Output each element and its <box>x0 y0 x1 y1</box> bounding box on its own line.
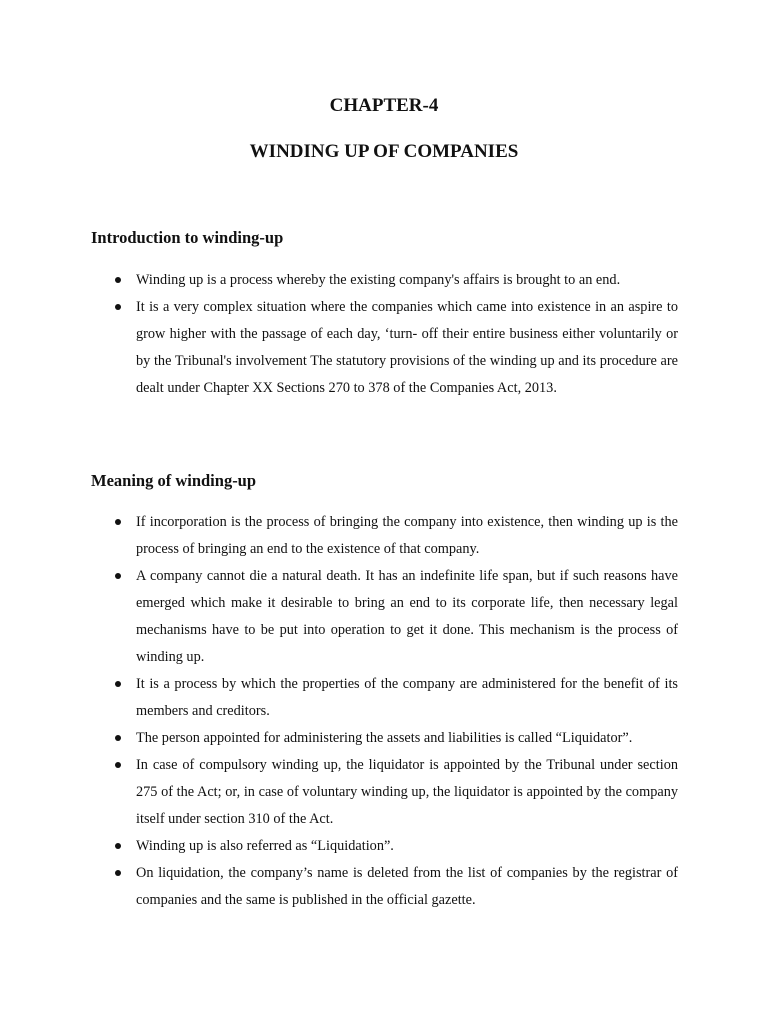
list-item-text: Winding up is also referred as “Liquidation”. <box>136 838 394 854</box>
list-item-text: The person appointed for administering the assets and liabilities is called “Liquidator”. <box>136 730 633 746</box>
list-item-text: On liquidation, the company’s name is deleted from the list of companies by the registrar of companies and the same is published in the official gazette. <box>136 865 678 908</box>
list-item-text: It is a process by which the properties of the company are administered for the benefit of its members and creditors. <box>136 676 678 719</box>
list-item-text: In case of compulsory winding up, the liquidator is appointed by the Tribunal under section 275 of the Act; or, in case of voluntary winding up, the liquidator is appointed by the company itself under section 310 of the Act. <box>136 757 678 827</box>
list-item <box>136 833 678 860</box>
list-item-text: Winding up is a process whereby the existing company's affairs is brought to an end. <box>136 272 621 288</box>
bullet-icon <box>115 681 121 687</box>
list-item <box>136 563 678 671</box>
list-item <box>136 267 678 294</box>
bullet-icon <box>115 870 121 876</box>
bullet-icon <box>115 762 121 768</box>
list-item-text: A company cannot die a natural death. It has an indefinite life span, but if such reasons have emerged which make it desirable to bring an end to its corporate life, then necessary legal mechanisms have to be put into operation to get it done. This mechanism is the process of winding up. <box>136 568 678 665</box>
introduction-bullet-list <box>0 267 678 402</box>
bullet-icon <box>115 735 121 741</box>
bullet-icon <box>115 304 121 310</box>
list-item <box>136 671 678 725</box>
bullet-icon <box>115 573 121 579</box>
section-heading-introduction: Introduction to winding-up <box>91 228 284 247</box>
chapter-title: WINDING UP OF COMPANIES <box>249 141 519 162</box>
bullet-icon <box>115 277 121 283</box>
list-item <box>136 294 678 402</box>
list-item <box>136 860 678 914</box>
list-item-text: If incorporation is the process of bringing the company into existence, then winding up is the process of bringing an end to the existence of that company. <box>136 514 678 557</box>
section-heading-meaning: Meaning of winding-up <box>91 471 257 490</box>
list-item <box>136 752 678 833</box>
list-item <box>136 509 678 563</box>
meaning-bullet-list <box>0 509 678 914</box>
list-item-text: It is a very complex situation where the companies which came into existence in an aspire to grow higher with the passage of each day, ‘turn- off their entire business either voluntarily or by the Tribunal's involvement The statutory provisions of the winding up and its procedure are dealt under Chapter XX Sections 270 to 378 of the Companies Act, 2013. <box>136 299 678 396</box>
list-item <box>136 725 678 752</box>
chapter-number: CHAPTER-4 <box>329 95 439 116</box>
bullet-icon <box>115 843 121 849</box>
bullet-icon <box>115 519 121 525</box>
